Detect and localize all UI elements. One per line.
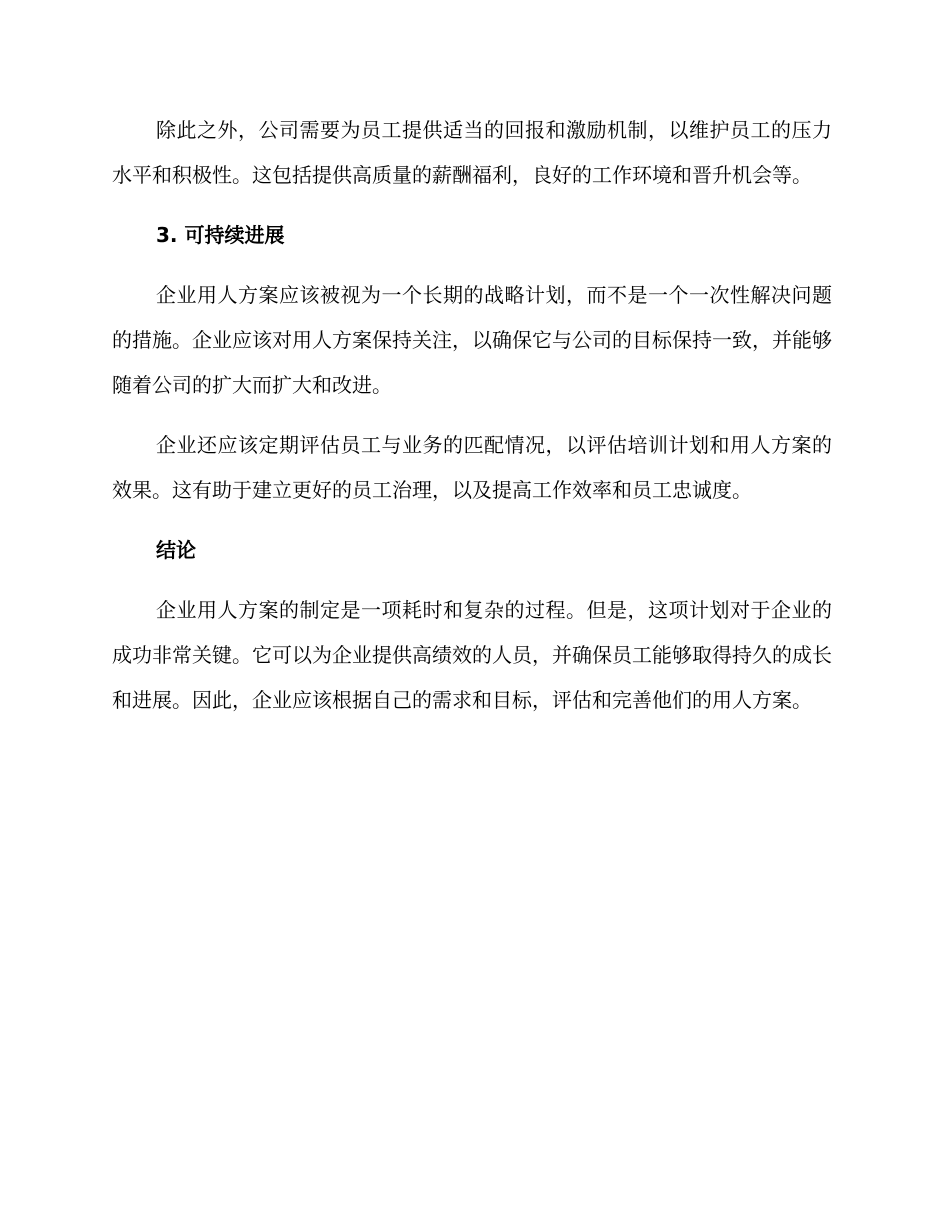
paragraph-periodic-evaluation: 企业还应该定期评估员工与业务的匹配情况，以评估培训计划和用人方案的效果。这有助于建立更好的员工治理，以及提高工作效率和员工忠诚度。 — [112, 433, 832, 502]
paragraph-long-term-strategy: 企业用人方案应该被视为一个长期的战略计划，而不是一个一次性解决问题的措施。企业应该对用人方案保持关注，以确保它与公司的目标保持一致，并能够随着公司的扩大而扩大和改进。 — [112, 283, 832, 397]
section-heading-conclusion: 结论 — [156, 538, 196, 562]
paragraph-conclusion: 企业用人方案的制定是一项耗时和复杂的过程。但是，这项计划对于企业的成功非常关键。它可以为企业提供高绩效的人员，并确保员工能够取得持久的成长和进展。因此，企业应该根据自己的需求和目标，评估和完善他们的用人方案。 — [112, 598, 832, 712]
document-page — [112, 108, 832, 738]
paragraph-rewards-incentives: 除此之外，公司需要为员工提供适当的回报和激励机制，以维护员工的压力水平和积极性。这包括提供高质量的薪酬福利，良好的工作环境和晋升机会等。 — [112, 118, 832, 187]
section-heading-sustainable-progress: 3. 可持续进展 — [156, 223, 285, 247]
